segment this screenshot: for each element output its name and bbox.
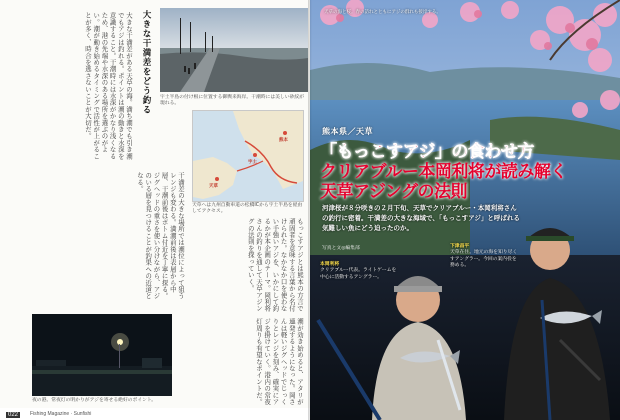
top-photo-caption: 天草の海と桜。春の訪れとともにアジの群れも接岸する。: [324, 10, 441, 15]
page-gutter: [308, 0, 312, 420]
right-page: [310, 0, 620, 420]
area-map: [192, 110, 304, 202]
night-photo-caption: 夜の港。常夜灯の明かりがアジを寄せる絶好のポイント。: [32, 398, 157, 403]
map-label: 天草: [209, 184, 218, 189]
coast-photo-caption: 宇土半島の付け根に位置する御輿来海岸。干潮時には美しい砂紋が現れる。: [160, 95, 304, 107]
region-tag: 熊本県／天草: [322, 127, 373, 136]
body-text-column: 潮が効き始めると、アタリが連発するようになった。岡さんは軽いジグヘッドでじっくりとレンジを刻み、確実にアジを掛けていく。港内の常夜灯周りも有望なポイントだ。: [254, 318, 304, 406]
angler-profile-right: [450, 244, 520, 270]
angler-profile-left: [320, 262, 400, 281]
night-harbor-photo: [32, 314, 172, 396]
headline-line-2: クリアブルー本岡利将が読み解く: [320, 162, 567, 182]
map-label: 熊本: [279, 138, 288, 143]
photo-credit: 写真と文◎編集部: [322, 246, 360, 251]
page-footer: [0, 408, 310, 420]
lead-paragraph: 河津桜が８分咲きの２月下旬、天草でクリアブルー・本岡利将さんの釣行に密着。干満差の大きな海域で、「もっこすアジ」と呼ばれる気難しい魚にどう迫ったのか。: [322, 204, 520, 232]
angler-name: 本岡利将: [320, 262, 340, 267]
headline-line-3: 天草アジングの法則: [320, 182, 468, 202]
page-number: 022: [8, 412, 19, 418]
headline-line-1: 「もっこすアジ」の食わせ方: [320, 142, 534, 162]
body-text-column: もっこすアジとは熊本の方言で頑固者を意味する言葉から名付けられた。なかなか口を使わない手強いアジを、いかにして釣るかが本企画のテーマ。岡利将さんの釣りを通して天草アジングの法則を探っていく。: [246, 218, 304, 312]
map-caption: 天草へは九州自動車道の松橋ICから宇土半島を経由してアクセス。: [192, 203, 303, 215]
map-label: 宇土: [248, 160, 257, 165]
body-text-column: 干満差の大きな場所では潮位によって狙うレンジも変わる。満潮前後は表層から中層、干潮前後はボトム付近を丁寧に探る。ジグヘッドの重さを使い分けながら、アジのいる層を見つけることが釣果への近道となる。: [135, 172, 185, 300]
section-heading: 大きな干満差をどう釣る: [141, 10, 151, 115]
body-text-column: 大きな干満差がある天草の海。満ち潮でも引き潮でもアジは釣れる。ポイントは潮の動きと水深を意識すること。干潮時には水深がかなり浅くなるため、港の先端や水深のある場所を選ぶのがよい。潮が動き始めるタイミングで活性が上がることが多く、時合を逃さないことが大切だ。: [83, 12, 133, 160]
coast-photo-image: [160, 8, 308, 92]
angler-description: 天草在住。地元の海を知り尽くすアングラー。今回の案内役を務める。: [450, 250, 518, 269]
angler-description: クリアブルー代表。ライトゲームを中心に活動するアングラー。: [320, 268, 397, 280]
footer-text: Fishing Magazine · Sunfishi: [30, 411, 92, 417]
angler-name: 下津昌平: [450, 244, 470, 249]
coast-photo: [160, 8, 308, 92]
night-photo-image: [32, 314, 172, 396]
